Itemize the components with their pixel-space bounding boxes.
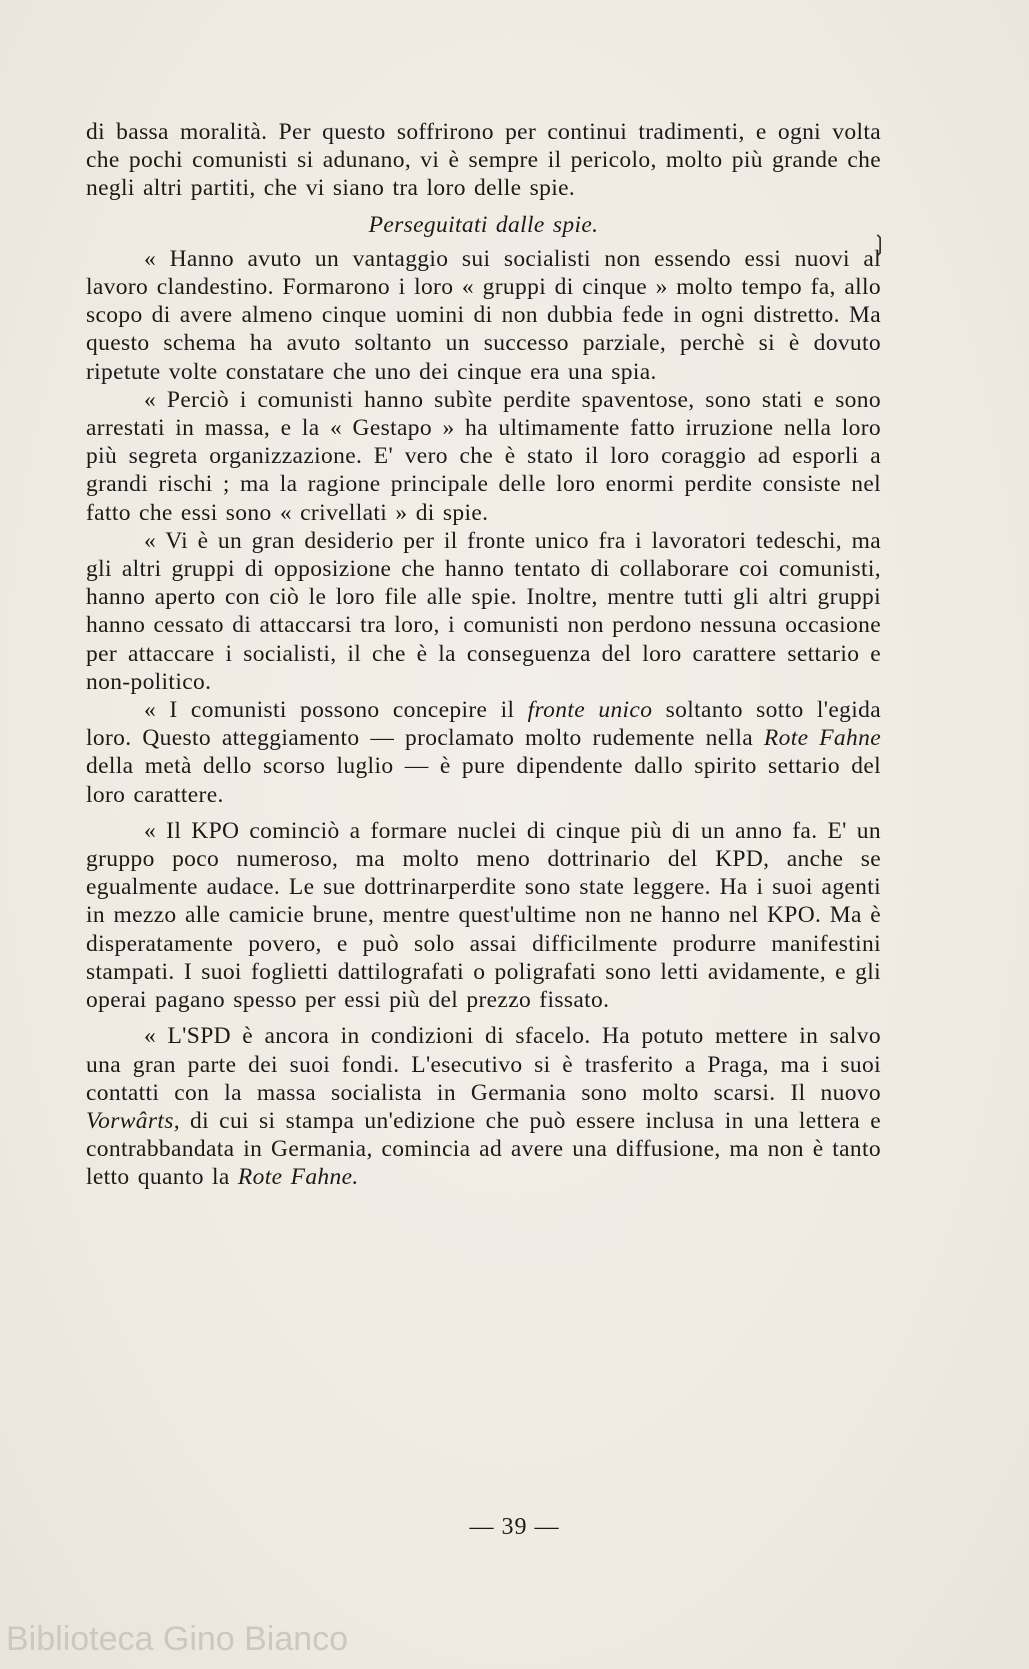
page-number: — 39 — bbox=[469, 1514, 560, 1540]
paragraph-3: « Perciò i comunisti hanno subìte perdite spaventose, sono stati e sono arrestati in massa, e la « Gestapo » ha ultimamente fatto irruzione nella loro più segreta organizzazione. E' vero che è stato il loro coraggio ad esporli a grandi rischi ; ma la ragione principale delle loro enormi perdite consiste nel fatto che essi sono « crivellati » di spie. bbox=[86, 386, 881, 526]
paragraph-6: « Il KPO cominciò a formare nuclei di cinque più di un anno fa. E' un gruppo poco numeroso, ma molto meno dottrinario del KPD, anche se egualmente audace. Le sue dottrinarperdite sono state leggere. Ha i suoi agenti in mezzo alle camicie brune, mentre quest'ultime non ne hanno nel KPO. Ma è disperatamente povero, e può solo assai difficilmente produrre manifestini stampati. I suoi foglietti dattilografati o poligrafati sono letti avidamente, e gli operai pagano spesso per essi più del prezzo fissato. bbox=[86, 817, 881, 1014]
paragraph-5-part-b: soltanto sotto l'egida loro. Questo atteggiamento — proclamato molto rudemente nella bbox=[86, 697, 881, 752]
paragraph-7-part-a: « L'SPD è ancora in condizioni di sfacelo. Ha potuto mettere in salvo una gran parte dei suoi fondi. L'esecutivo si è trasferito a Praga, ma i suoi contatti con la massa socialista in Germania sono molto scarsi. Il nuovo bbox=[86, 1023, 881, 1106]
paragraph-5-part-c: della metà dello scorso luglio — è pure dipendente dallo spirito settario del loro carattere. bbox=[86, 753, 881, 808]
paragraph-1: di bassa moralità. Per questo soffrirono per continui tradimenti, e ogni volta che pochi comunisti si adunano, vi è sempre il pericolo, molto più grande che negli altri partiti, che vi siano tra loro delle spie. bbox=[86, 119, 881, 202]
paragraph-7-emphasis-2: Rote Fahne. bbox=[237, 1164, 359, 1191]
body-text bbox=[86, 118, 881, 1192]
paragraph-2: « Hanno avuto un vantaggio sui socialisti non essendo essi nuovi al lavoro clandestino. Formarono i loro « gruppi di cinque » molto tempo fa, allo scopo di avere almeno cinque uomini di non dubbia fede in ogni distretto. Ma questo schema ha avuto soltanto un successo parziale, perchè si è dovuto ripetute volte constatare che uno dei cinque era una spia. bbox=[86, 245, 881, 385]
paragraph-7-part-b: di cui si stampa un'edizione che può essere inclusa in una lettera e contrabbandata in Germania, comincia ad avere una diffusione, ma non è tanto letto quanto la bbox=[86, 1107, 881, 1191]
library-watermark: Biblioteca Gino Bianco bbox=[6, 1620, 349, 1658]
paragraph-7-emphasis-1: Vorwârts, bbox=[86, 1107, 180, 1134]
paragraph-5-emphasis-1: fronte unico bbox=[527, 697, 653, 724]
paragraph-5-part-a: « I comunisti possono concepire il bbox=[144, 697, 528, 724]
margin-bracket-mark: ❳ bbox=[870, 232, 889, 257]
section-heading: Perseguitati dalle spie. bbox=[368, 211, 599, 238]
paragraph-4: « Vi è un gran desiderio per il fronte unico fra i lavoratori tedeschi, ma gli altri gruppi di opposizione che hanno tentato di collaborare coi comunisti, hanno aperto con ciò le loro file alle spie. Inoltre, mentre tutti gli altri gruppi hanno cessato di attaccarsi tra loro, i comunisti non perdono nessuna occasione per attaccare i socialisti, il che è la conseguenza del loro carattere settario e non-politico. bbox=[86, 527, 881, 695]
paragraph-5-emphasis-2: Rote Fahne bbox=[763, 725, 881, 752]
paragraph-5 bbox=[86, 696, 881, 809]
paragraph-7 bbox=[86, 1022, 881, 1191]
